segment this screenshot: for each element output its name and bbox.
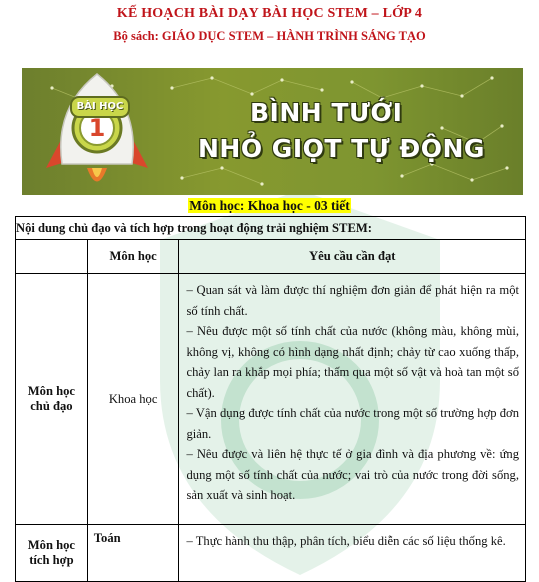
column-header-subject: Môn học	[87, 240, 179, 274]
requirement-item: – Quan sát và làm được thí nghiệm đơn giản để phát hiện ra một số tính chất.	[186, 283, 519, 318]
row-subject: Toán	[87, 525, 179, 582]
requirement-item: – Nêu được và liên hệ thực tế ở gia đình và địa phương về: ứng dụng một số tính chất của nước; vai trò của nước trong đời sống, sản xuất và sinh hoạt.	[186, 447, 519, 502]
column-header-requirements: Yêu cầu cần đạt	[179, 240, 526, 274]
table-caption: Nội dung chủ đạo và tích hợp trong hoạt động trải nghiệm STEM:	[16, 217, 526, 240]
row-requirements	[179, 274, 526, 525]
row-requirements	[179, 525, 526, 582]
table-row	[16, 274, 526, 525]
document-title: KẾ HOẠCH BÀI DẠY BÀI HỌC STEM – LỚP 4	[116, 6, 423, 21]
subject-highlight: Môn học: Khoa học - 03 tiết	[189, 198, 350, 213]
table-row	[16, 525, 526, 582]
row-group-label: Môn học chủ đạo	[16, 274, 88, 525]
requirement-item: – Vận dụng được tính chất của nước trong một số trường hợp đơn giản.	[186, 406, 519, 441]
row-group-label: Môn học tích hợp	[16, 525, 88, 582]
lesson-title-line2: NHỎ GIỌT TỰ ĐỘNG	[198, 134, 485, 163]
requirement-item: – Nêu được một số tính chất của nước (không màu, không mùi, không vị, không có hình dạng nhất định; chảy từ cao xuống thấp, chảy lan ra khắp mọi phía; thấm qua một số vật và hoà tan một số chất).	[186, 324, 519, 400]
book-series: Bộ sách: GIÁO DỤC STEM – HÀNH TRÌNH SÁNG TẠO	[113, 29, 426, 43]
column-header-group	[16, 240, 88, 274]
lesson-title-line1: BÌNH TƯỚI	[250, 98, 403, 127]
lesson-badge-label: BÀI HỌC	[70, 96, 130, 118]
row-subject: Khoa học	[87, 274, 179, 525]
requirement-item: – Thực hành thu thập, phân tích, biểu diễn các số liệu thống kê.	[186, 534, 506, 548]
content-table	[15, 216, 526, 582]
subject-line	[0, 198, 539, 214]
lesson-badge-number: 1	[88, 114, 106, 142]
lesson-banner	[22, 68, 523, 195]
